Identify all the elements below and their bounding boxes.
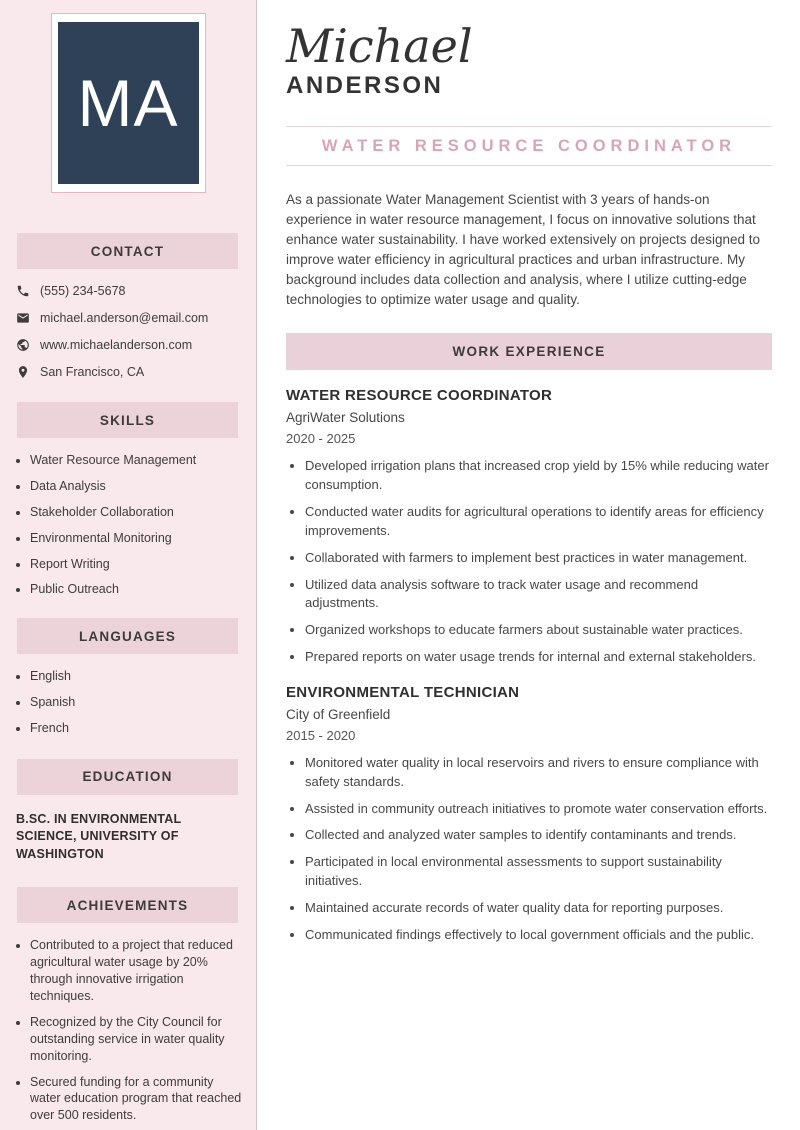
- skill-item: • Environmental Monitoring: [30, 530, 242, 547]
- contact-website-text: www.michaelanderson.com: [40, 338, 193, 352]
- contact-item-location: [16, 365, 242, 379]
- main-content: [257, 0, 800, 1130]
- job-bullet-list: [286, 457, 772, 667]
- job-company: City of Greenfield: [286, 706, 391, 722]
- achievement-item: • Secured funding for a community water education program that reached over 500 residents.: [30, 1074, 242, 1125]
- contact-item-email: [16, 311, 242, 325]
- job-bullet-list: [286, 754, 772, 945]
- job-entry: [286, 387, 772, 667]
- email-icon: [16, 311, 30, 325]
- job-bullet: • Organized workshops to educate farmers about sustainable water practices.: [305, 621, 772, 640]
- language-item: • Spanish: [30, 694, 242, 711]
- first-name: Michael: [286, 19, 473, 73]
- contact-section-header: CONTACT: [17, 233, 238, 269]
- achievements-list: [0, 923, 256, 1124]
- phone-icon: [16, 284, 30, 298]
- job-bullet: • Participated in local environmental assessments to support sustainability initiatives.: [305, 853, 772, 891]
- job-bullet: • Conducted water audits for agricultural operations to identify areas for efficiency improvements.: [305, 503, 772, 541]
- job-bullet: • Assisted in community outreach initiatives to promote water conservation efforts.: [305, 800, 772, 819]
- work-experience-header: WORK EXPERIENCE: [286, 333, 772, 370]
- achievement-item: • Recognized by the City Council for outstanding service in water quality monitoring.: [30, 1014, 242, 1065]
- divider: [286, 165, 772, 166]
- skill-item: • Water Resource Management: [30, 452, 242, 469]
- avatar-frame: [51, 13, 206, 193]
- contact-item-website: [16, 338, 242, 352]
- job-bullet: • Monitored water quality in local reservoirs and rivers to ensure compliance with safety standards.: [305, 754, 772, 792]
- education-section-header: EDUCATION: [17, 759, 238, 795]
- skill-item: • Stakeholder Collaboration: [30, 504, 242, 521]
- job-dates: 2015 - 2020: [286, 727, 356, 743]
- avatar: [58, 22, 199, 184]
- skill-item: • Public Outreach: [30, 581, 242, 598]
- contact-email-text: michael.anderson@email.com: [40, 311, 209, 325]
- achievements-section-header: ACHIEVEMENTS: [17, 887, 238, 923]
- languages-list: [0, 654, 256, 737]
- avatar-initials: MA: [77, 66, 179, 140]
- globe-icon: [16, 338, 30, 352]
- sidebar: [0, 0, 257, 1130]
- achievement-item: • Contributed to a project that reduced agricultural water usage by 20% through innovative irrigation techniques.: [30, 937, 242, 1005]
- language-item: • French: [30, 720, 242, 737]
- resume-job-title: WATER RESOURCE COORDINATOR: [321, 137, 737, 156]
- skills-list: [0, 438, 256, 598]
- job-bullet: • Prepared reports on water usage trends for internal and external stakeholders.: [305, 648, 772, 667]
- language-item: • English: [30, 668, 242, 685]
- job-role: WATER RESOURCE COORDINATOR: [286, 387, 553, 405]
- skill-item: • Data Analysis: [30, 478, 242, 495]
- summary-paragraph: As a passionate Water Management Scientist with 3 years of hands-on experience in water resource management, I focus on innovative solutions that enhance water sustainability. I have worked extensively on projects designed to improve water efficiency in agricultural practices and urban infrastructure. My background includes data collection and analysis, where I utilize cutting-edge technologies to optimize water usage and quality.: [286, 192, 761, 307]
- contact-phone-text: (555) 234-5678: [40, 284, 126, 298]
- job-bullet: • Communicated findings effectively to local government officials and the public.: [305, 926, 772, 945]
- skill-item: • Report Writing: [30, 556, 242, 573]
- job-bullet: • Maintained accurate records of water quality data for reporting purposes.: [305, 899, 772, 918]
- job-dates: 2020 - 2025: [286, 431, 356, 447]
- contact-location-text: San Francisco, CA: [40, 365, 145, 379]
- contact-item-phone: [16, 284, 242, 298]
- job-company: AgriWater Solutions: [286, 410, 405, 426]
- job-bullet: • Utilized data analysis software to track water usage and recommend adjustments.: [305, 576, 772, 614]
- education-degree: B.SC. IN ENVIRONMENTAL SCIENCE, UNIVERSITY OF WASHINGTON: [16, 811, 182, 861]
- job-bullet: • Collected and analyzed water samples to identify contaminants and trends.: [305, 826, 772, 845]
- last-name: ANDERSON: [286, 72, 444, 100]
- job-entry: [286, 684, 772, 945]
- job-bullet: • Developed irrigation plans that increased crop yield by 15% while reducing water consumption.: [305, 457, 772, 495]
- languages-section-header: LANGUAGES: [17, 618, 238, 654]
- skills-section-header: SKILLS: [17, 402, 238, 438]
- contact-list: [0, 269, 256, 379]
- location-icon: [16, 365, 30, 379]
- job-role: ENVIRONMENTAL TECHNICIAN: [286, 683, 520, 701]
- job-bullet: • Collaborated with farmers to implement best practices in water management.: [305, 549, 772, 568]
